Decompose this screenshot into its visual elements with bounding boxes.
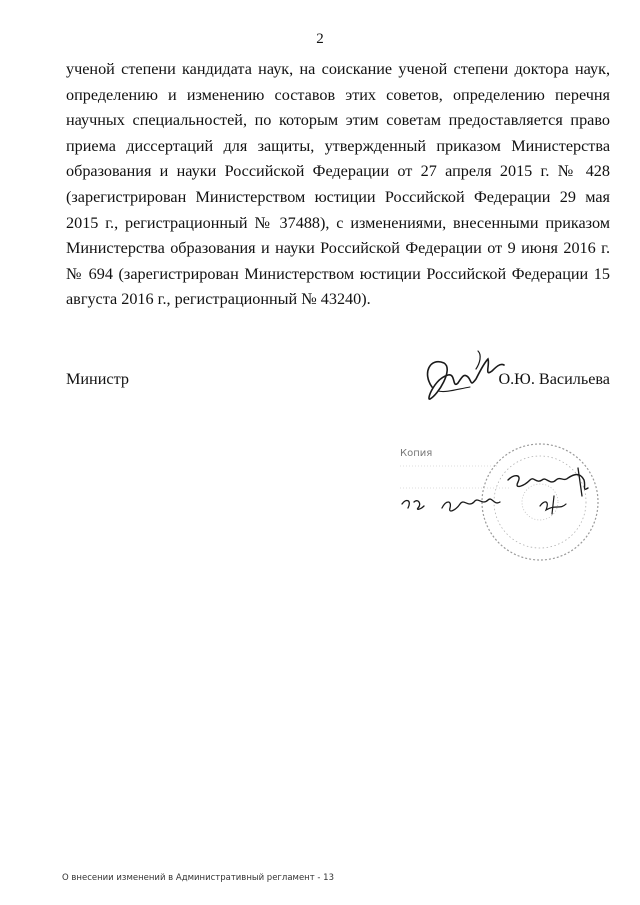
signatory-name: О.Ю. Васильева (498, 370, 610, 388)
signature-block (66, 370, 610, 400)
handwritten-signature (418, 343, 508, 413)
stamp-copy-label: Копия (400, 448, 433, 459)
signatory-position: Министр (66, 370, 129, 388)
footer-note: О внесении изменений в Административный регламент - 13 (62, 873, 334, 883)
certification-stamp (390, 430, 610, 570)
page-number: 2 (316, 31, 324, 47)
document-body-text: ученой степени кандидата наук, на соискание ученой степени доктора наук, определению и изменению составов этих советов, определению перечня научных специальностей, по которым этим советам предоставляется право приема диссертаций для защиты, утвержденный приказом Министерства образования и науки Российской Федерации от 27 апреля 2015 г. № 428 (зарегистрирован Министерством юстиции Российской Федерации 29 мая 2015 г., регистрационный № 37488), с изменениями, внесенными приказом Министерства образования и науки Российской Федерации от 9 июня 2016 г. № 694 (зарегистрирован Министерством юстиции Российской Федерации 15 августа 2016 г., регистрационный № 43240). (66, 60, 610, 309)
stamp-handwriting (390, 430, 610, 570)
